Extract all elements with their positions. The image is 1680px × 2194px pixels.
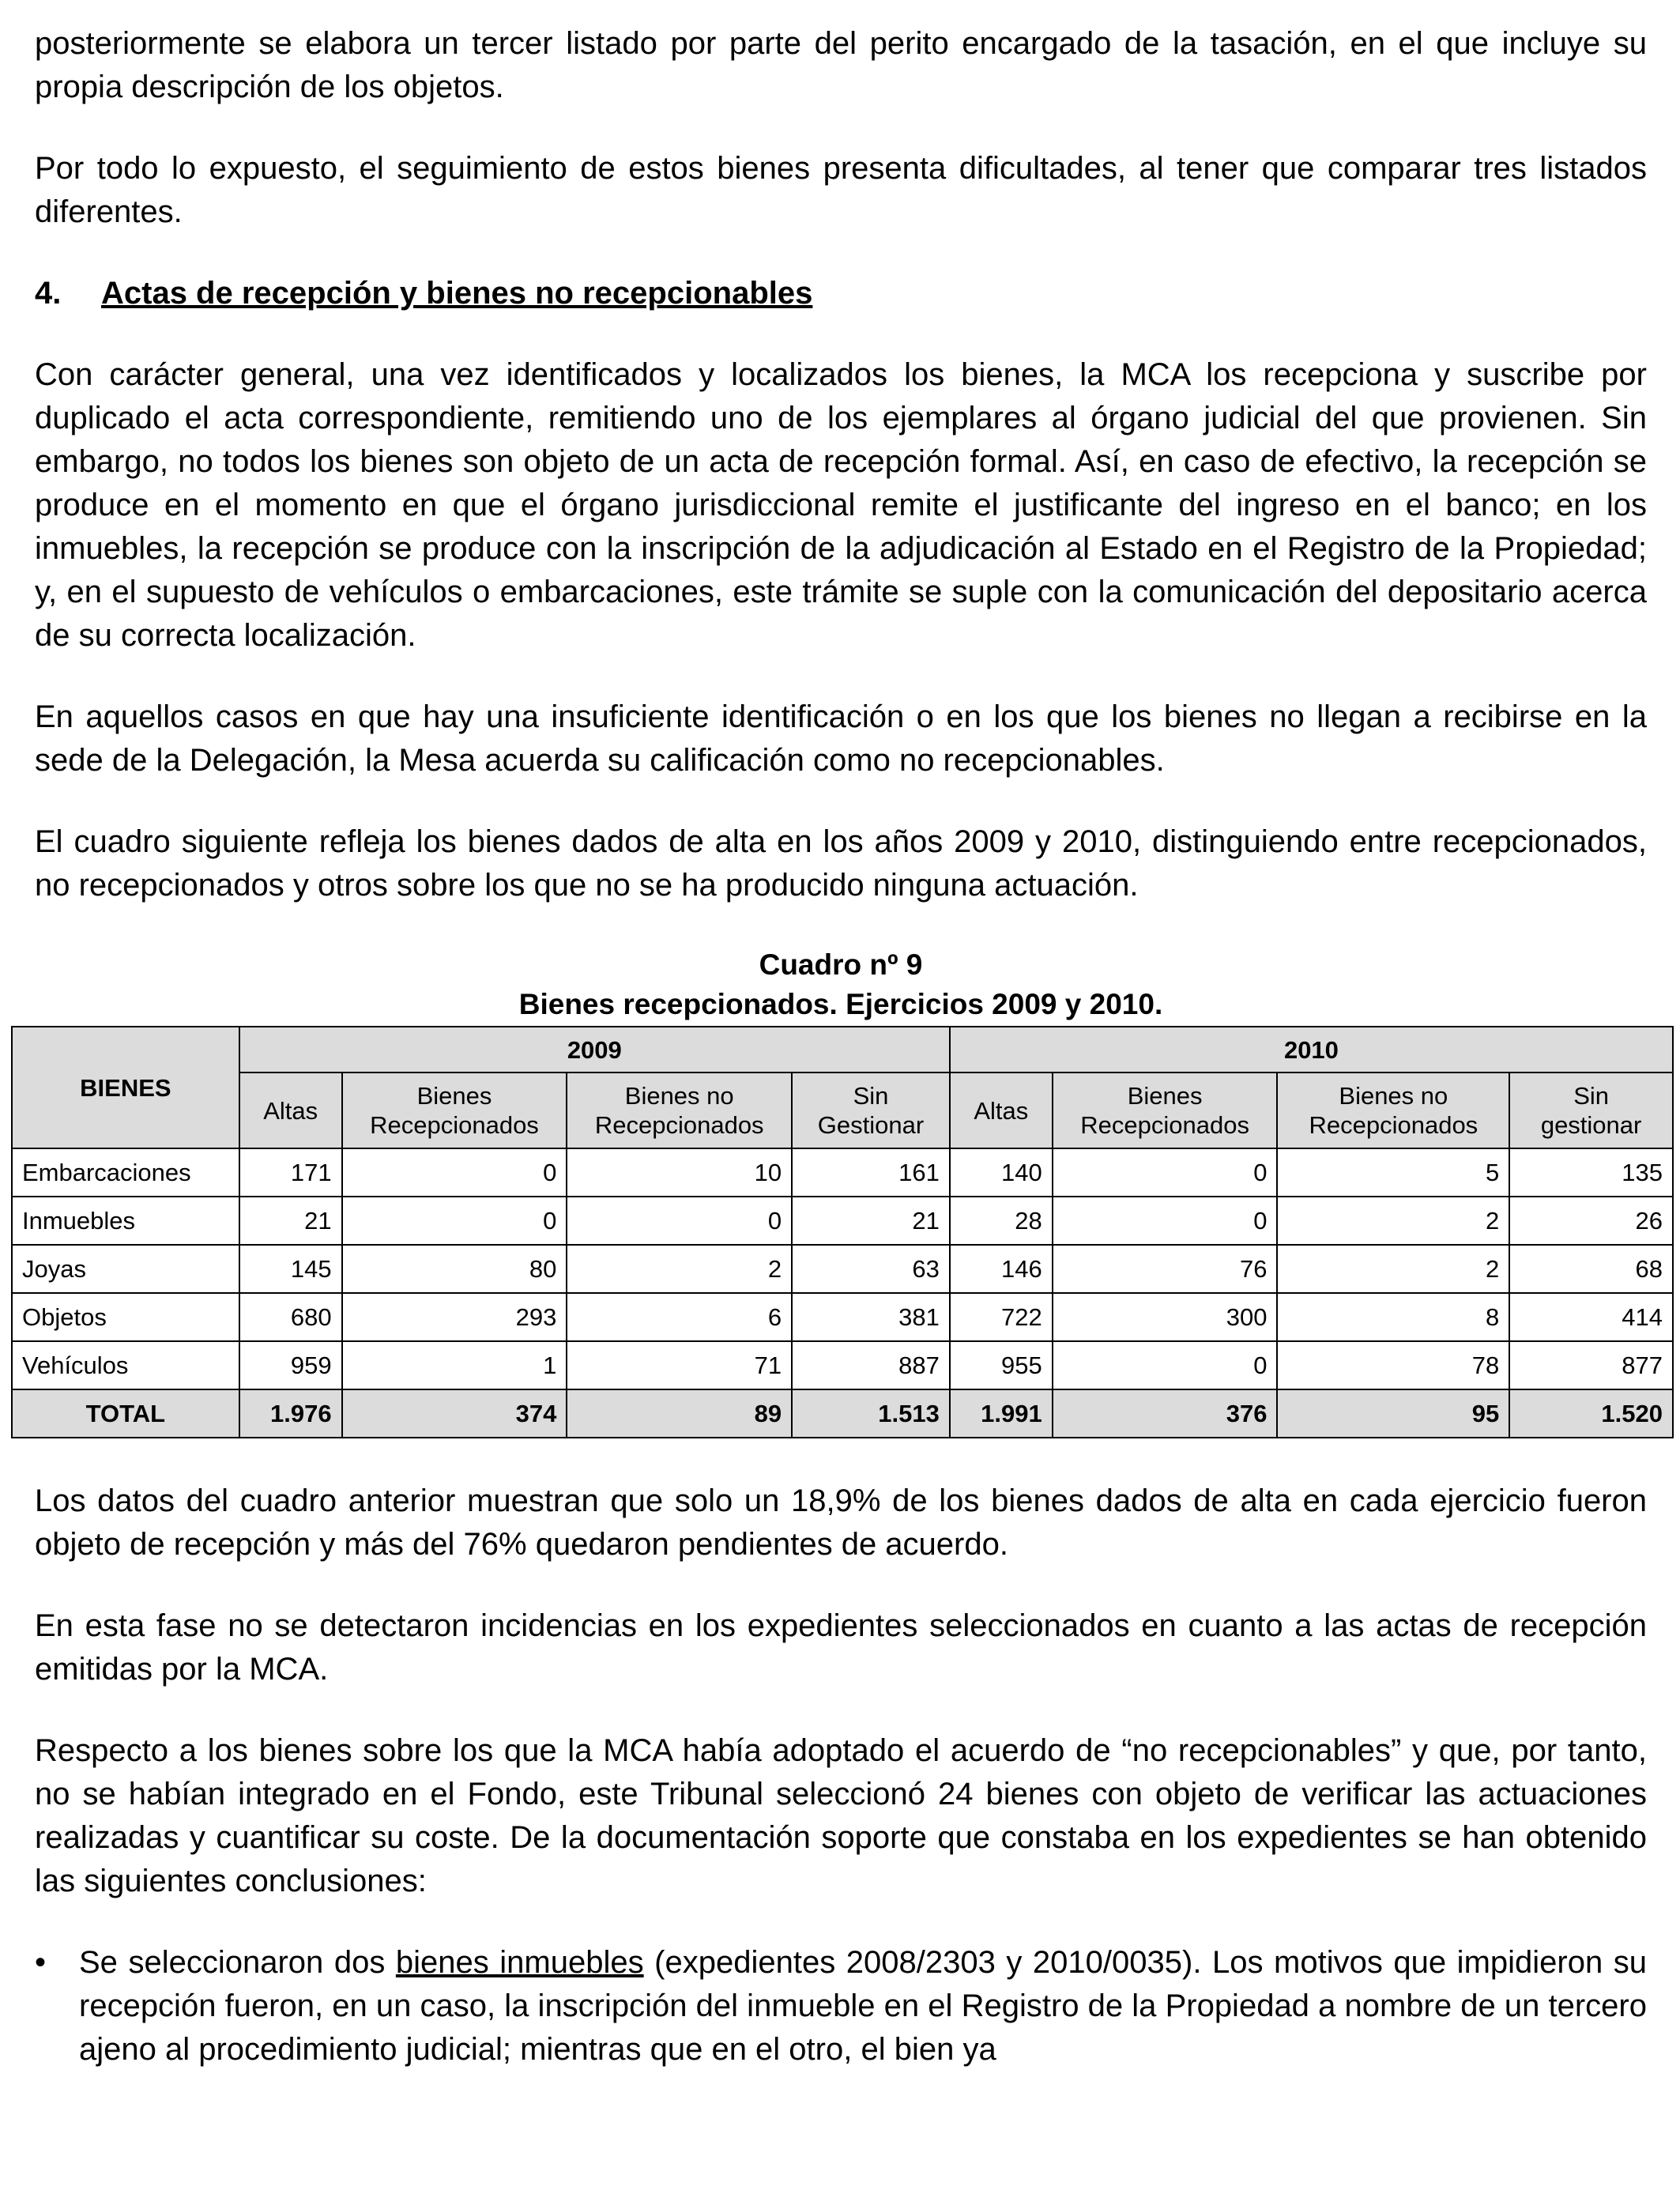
total-cell: 1.976 bbox=[239, 1389, 342, 1438]
total-cell: 95 bbox=[1277, 1389, 1509, 1438]
document-page bbox=[22, 22, 1663, 2071]
paragraph-incidencias: En esta fase no se detectaron incidencias en los expedientes seleccionados en cuanto a las actas de recepción emitidas por la MCA. bbox=[35, 1608, 1647, 1687]
bullet-item bbox=[35, 1941, 1647, 2071]
table-cell: 381 bbox=[792, 1293, 950, 1341]
total-cell: 374 bbox=[342, 1389, 567, 1438]
table-caption-title: Bienes recepcionados. Ejercicios 2009 y 2010. bbox=[518, 988, 1163, 1020]
paragraph-caracter-general: Con carácter general, una vez identificados y localizados los bienes, la MCA los recepciona y suscribe por duplicado el acta correspondiente, remitiendo uno de los ejemplares al órgano judicial del que provienen. Sin embargo, no todos los bienes son objeto de un acta de recepción formal. Así, en caso de efectivo, la recepción se produce en el momento en que el órgano jurisdiccional remite el justificante del ingreso en el banco; en los inmuebles, la recepción se produce con la inscripción de la adjudicación al Estado en el Registro de la Propiedad; y, en el supuesto de vehículos o embarcaciones, este trámite se suple con la comunicación del depositario acerca de su correcta localización. bbox=[35, 357, 1647, 653]
total-cell: 1.991 bbox=[950, 1389, 1053, 1438]
col-header: Bienes Recepcionados bbox=[1053, 1072, 1278, 1148]
table-cell: 414 bbox=[1509, 1293, 1673, 1341]
table-cell: 0 bbox=[1053, 1341, 1278, 1389]
table-cell: 0 bbox=[1053, 1148, 1278, 1197]
total-cell: 89 bbox=[567, 1389, 792, 1438]
table-row bbox=[12, 1197, 1673, 1245]
row-label: Embarcaciones bbox=[12, 1148, 239, 1197]
table-cell: 10 bbox=[567, 1148, 792, 1197]
col-header: Altas bbox=[950, 1072, 1053, 1148]
total-cell: 1.513 bbox=[792, 1389, 950, 1438]
table-cell: 6 bbox=[567, 1293, 792, 1341]
table-cell: 5 bbox=[1277, 1148, 1509, 1197]
col-header: Bienes no Recepcionados bbox=[1277, 1072, 1509, 1148]
bullet-text-start: Se seleccionaron dos bbox=[79, 1945, 396, 1980]
table-cell: 722 bbox=[950, 1293, 1053, 1341]
col-header: Altas bbox=[239, 1072, 342, 1148]
bullet-underlined-term: bienes inmuebles bbox=[395, 1945, 644, 1980]
table-cell: 2 bbox=[1277, 1197, 1509, 1245]
table-cell: 63 bbox=[792, 1245, 950, 1293]
row-label: Joyas bbox=[12, 1245, 239, 1293]
section-title: Actas de recepción y bienes no recepcionables bbox=[101, 276, 813, 311]
table-cell: 0 bbox=[1053, 1197, 1278, 1245]
col-header: Bienes no Recepcionados bbox=[567, 1072, 792, 1148]
table-cell: 161 bbox=[792, 1148, 950, 1197]
bullet-text-rest: (expedientes 2008/2303 y 2010/0035). Los motivos que impidieron su recepción fueron, en un caso, la inscripción del inmueble en el Registro de la Propiedad a nombre de un tercero ajeno al procedimiento judicial; mientras que en el otro, el bien ya bbox=[79, 1945, 1647, 2067]
table-cell: 2 bbox=[1277, 1245, 1509, 1293]
table-row bbox=[12, 1148, 1673, 1197]
table-cell: 28 bbox=[950, 1197, 1053, 1245]
bullet-text bbox=[79, 1941, 1647, 2071]
table-cell: 8 bbox=[1277, 1293, 1509, 1341]
table-cell: 680 bbox=[239, 1293, 342, 1341]
table-cell: 877 bbox=[1509, 1341, 1673, 1389]
table-cell: 0 bbox=[342, 1197, 567, 1245]
table-cell: 26 bbox=[1509, 1197, 1673, 1245]
table-total-row bbox=[12, 1389, 1673, 1438]
table-cell: 140 bbox=[950, 1148, 1053, 1197]
table-cell: 300 bbox=[1053, 1293, 1278, 1341]
table-cell: 76 bbox=[1053, 1245, 1278, 1293]
paragraph-no-recepcionables: Respecto a los bienes sobre los que la MCA había adoptado el acuerdo de “no recepcionables” y que, por tanto, no se habían integrado en el Fondo, este Tribunal seleccionó 24 bienes con objeto de verificar las actuaciones realizadas y cuantificar su coste. De la documentación soporte que constaba en los expedientes se han obtenido las siguientes conclusiones: bbox=[35, 1733, 1647, 1898]
table-caption-number: Cuadro nº 9 bbox=[759, 948, 923, 981]
bienes-table bbox=[11, 1026, 1674, 1438]
total-cell: 1.520 bbox=[1509, 1389, 1673, 1438]
col-header: Bienes Recepcionados bbox=[342, 1072, 567, 1148]
table-cell: 68 bbox=[1509, 1245, 1673, 1293]
table-cell: 145 bbox=[239, 1245, 342, 1293]
row-label: Inmuebles bbox=[12, 1197, 239, 1245]
row-header-bienes: BIENES bbox=[12, 1027, 239, 1148]
paragraph-dificultades: Por todo lo expuesto, el seguimiento de estos bienes presenta dificultades, al tener que comparar tres listados diferentes. bbox=[35, 151, 1647, 229]
table-cell: 146 bbox=[950, 1245, 1053, 1293]
row-label: Vehículos bbox=[12, 1341, 239, 1389]
table-cell: 959 bbox=[239, 1341, 342, 1389]
col-header: Sin Gestionar bbox=[792, 1072, 950, 1148]
section-heading bbox=[35, 272, 1647, 315]
table-cell: 80 bbox=[342, 1245, 567, 1293]
bullet-icon: • bbox=[35, 1945, 47, 1980]
table-cell: 887 bbox=[792, 1341, 950, 1389]
total-label: TOTAL bbox=[12, 1389, 239, 1438]
table-cell: 21 bbox=[792, 1197, 950, 1245]
table-cell: 293 bbox=[342, 1293, 567, 1341]
year-header-2010: 2010 bbox=[950, 1027, 1673, 1072]
table-row bbox=[12, 1293, 1673, 1341]
table-cell: 135 bbox=[1509, 1148, 1673, 1197]
paragraph-cuadro-intro: El cuadro siguiente refleja los bienes dados de alta en los años 2009 y 2010, distinguiendo entre recepcionados, no recepcionados y otros sobre los que no se ha producido ninguna actuación. bbox=[35, 824, 1647, 903]
table-cell: 955 bbox=[950, 1341, 1053, 1389]
paragraph-tasacion: posteriormente se elabora un tercer listado por parte del perito encargado de la tasación, en el que incluye su propia descripción de los objetos. bbox=[35, 26, 1647, 104]
table-cell: 71 bbox=[567, 1341, 792, 1389]
table-cell: 78 bbox=[1277, 1341, 1509, 1389]
section-number: 4. bbox=[35, 276, 62, 311]
table-cell: 0 bbox=[567, 1197, 792, 1245]
paragraph-insuficiente-identificacion: En aquellos casos en que hay una insuficiente identificación o en los que los bienes no llegan a recibirse en la sede de la Delegación, la Mesa acuerda su calificación como no recepcionables. bbox=[35, 699, 1647, 778]
total-cell: 376 bbox=[1053, 1389, 1278, 1438]
table-cell: 21 bbox=[239, 1197, 342, 1245]
table-row bbox=[12, 1245, 1673, 1293]
year-header-2009: 2009 bbox=[239, 1027, 950, 1072]
table-row bbox=[12, 1341, 1673, 1389]
table-cell: 2 bbox=[567, 1245, 792, 1293]
col-header: Sin gestionar bbox=[1509, 1072, 1673, 1148]
row-label: Objetos bbox=[12, 1293, 239, 1341]
table-cell: 0 bbox=[342, 1148, 567, 1197]
paragraph-datos-cuadro: Los datos del cuadro anterior muestran que solo un 18,9% de los bienes dados de alta en cada ejercicio fueron objeto de recepción y más del 76% quedaron pendientes de acuerdo. bbox=[35, 1483, 1647, 1562]
table-cell: 1 bbox=[342, 1341, 567, 1389]
table-cell: 171 bbox=[239, 1148, 342, 1197]
